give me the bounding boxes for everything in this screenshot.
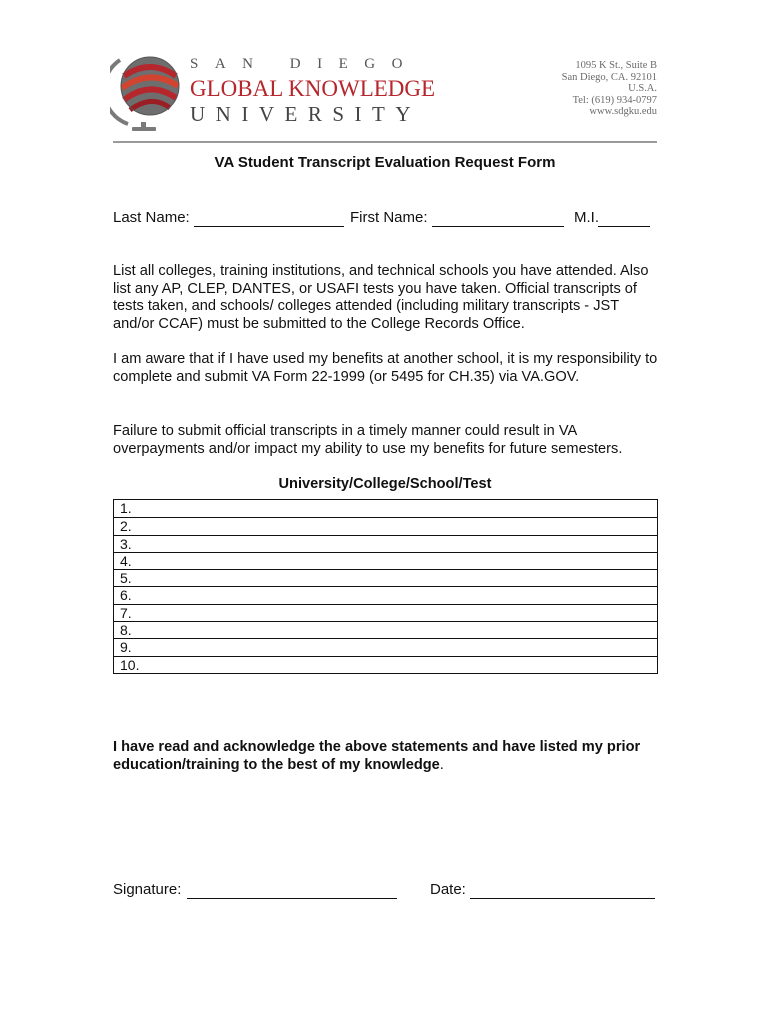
table-row[interactable]: 8. <box>114 621 657 638</box>
first-name-field[interactable] <box>432 226 564 227</box>
address-block <box>562 60 657 118</box>
instructions-paragraph: List all colleges, training institutions, and technical schools you have attended. Also list any AP, CLEP, DANTES, or USAFI tests you have taken. Official transcripts of tests taken, and schools/ colleges attended (including military transcripts - JST and/or CCAF) must be submitted to the College Records Office. <box>113 263 649 332</box>
table-row[interactable]: 3. <box>114 535 657 552</box>
middle-initial-label: M.I. <box>574 209 599 226</box>
address-city: San Diego, CA. 92101 <box>561 71 657 83</box>
address-phone: Tel: (619) 934-0797 <box>572 94 657 106</box>
globe-logo-icon <box>110 46 188 132</box>
table-row[interactable]: 4. <box>114 552 657 569</box>
middle-initial-field[interactable] <box>598 226 650 227</box>
education-list-table <box>113 499 658 674</box>
last-name-field[interactable] <box>194 226 344 227</box>
logo-line-san-diego: SAN DIEGO <box>190 56 419 72</box>
date-field[interactable] <box>470 898 655 899</box>
table-row[interactable]: 1. <box>120 500 132 516</box>
last-name-label: Last Name: <box>113 209 190 226</box>
table-heading: University/College/School/Test <box>278 476 492 492</box>
signature-field[interactable] <box>187 898 397 899</box>
address-website: www.sdgku.edu <box>589 106 657 118</box>
benefits-paragraph: I am aware that if I have used my benefits at another school, it is my responsibility to complete and submit VA Form 22-1999 (or 5495 for CH.35) via VA.GOV. <box>113 351 658 385</box>
address-street: 1095 K St., Suite B <box>575 60 657 71</box>
table-row[interactable]: 7. <box>114 604 657 621</box>
table-row[interactable]: 6. <box>114 586 657 603</box>
logo-line-university: UNIVERSITY <box>190 102 421 126</box>
logo-line-global-knowledge: GLOBAL KNOWLEDGE <box>190 76 436 101</box>
address-country: U.S.A. <box>628 83 657 95</box>
table-row[interactable]: 10. <box>114 656 657 673</box>
acknowledgment-period: . <box>439 757 444 773</box>
header-divider <box>113 141 657 143</box>
table-row[interactable]: 2. <box>114 517 657 534</box>
first-name-label: First Name: <box>350 209 428 226</box>
date-label: Date: <box>430 881 466 898</box>
university-logo <box>110 44 450 134</box>
table-row[interactable]: 9. <box>114 638 657 655</box>
form-title: VA Student Transcript Evaluation Request Form <box>214 154 556 171</box>
failure-paragraph: Failure to submit official transcripts in a timely manner could result in VA overpayments and/or impact my ability to use my benefits for future semesters. <box>113 423 623 457</box>
signature-label: Signature: <box>113 881 182 898</box>
acknowledgment-statement <box>113 738 661 774</box>
acknowledgment-text: I have read and acknowledge the above statements and have listed my prior education/training to the best of my knowledge <box>113 739 641 773</box>
table-row[interactable]: 5. <box>114 569 657 586</box>
